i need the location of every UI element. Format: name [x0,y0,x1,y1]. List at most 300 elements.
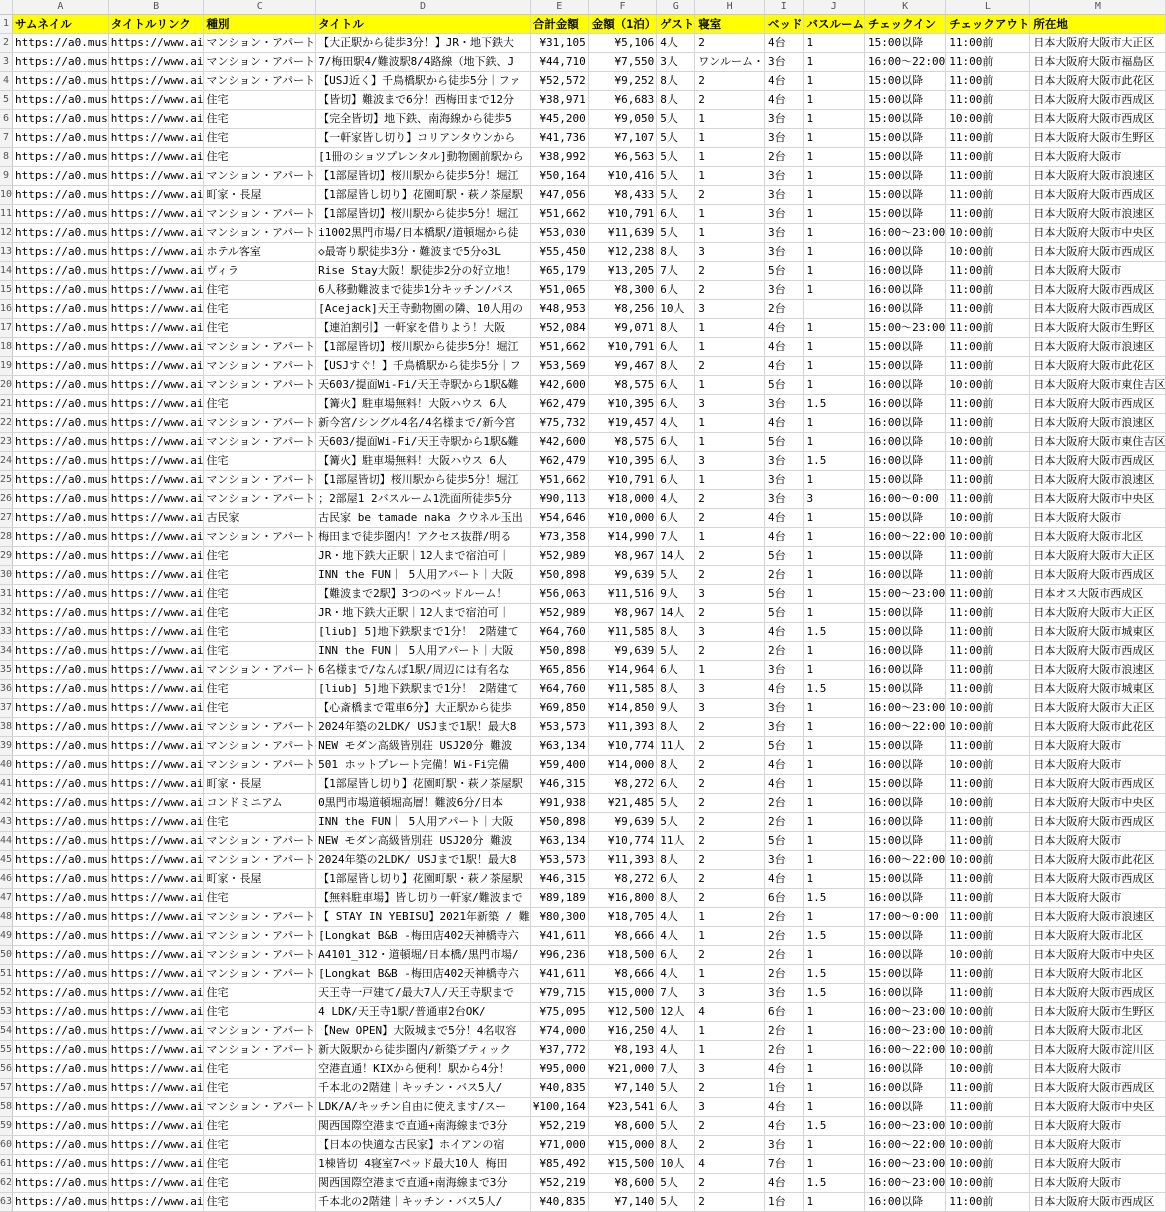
cell-c[interactable]: 住宅 [204,813,316,832]
cell-m[interactable]: 日本大阪府大阪市 [1030,148,1166,167]
row-number[interactable]: 3 [0,53,13,72]
cell-c[interactable]: 住宅 [204,566,316,585]
cell-b[interactable]: https://www.ai [108,756,204,775]
cell-m[interactable]: 日本大阪府大阪市西成区 [1030,642,1166,661]
cell-h[interactable]: 1 [695,1041,765,1060]
cell-i[interactable]: 3台 [765,53,804,72]
cell-h[interactable]: 3 [695,1060,765,1079]
cell-b[interactable]: https://www.ai [108,91,204,110]
cell-b[interactable]: https://www.ai [108,775,204,794]
row-number[interactable]: 42 [0,794,13,813]
cell-e[interactable]: ¥52,989 [530,547,588,566]
cell-f[interactable]: ¥7,107 [588,129,656,148]
cell-c[interactable]: 住宅 [204,623,316,642]
cell-g[interactable]: 5人 [657,813,695,832]
row-number[interactable]: 58 [0,1098,13,1117]
cell-h[interactable]: 3 [695,243,765,262]
cell-i[interactable]: 5台 [765,737,804,756]
cell-j[interactable]: 1 [803,319,865,338]
cell-j[interactable]: 1 [803,53,865,72]
cell-f[interactable]: ¥9,639 [588,566,656,585]
cell-f[interactable]: ¥8,575 [588,433,656,452]
cell-a[interactable]: https://a0.mus [13,91,109,110]
cell-b[interactable]: https://www.ai [108,53,204,72]
cell-f[interactable]: ¥11,393 [588,851,656,870]
cell-b[interactable]: https://www.ai [108,1098,204,1117]
cell-b[interactable]: https://www.ai [108,642,204,661]
cell-h[interactable]: 2 [695,72,765,91]
cell-f[interactable]: ¥14,000 [588,756,656,775]
cell-a[interactable]: https://a0.mus [13,129,109,148]
cell-h[interactable]: 2 [695,832,765,851]
cell-f[interactable]: ¥13,205 [588,262,656,281]
cell-f[interactable]: ¥8,967 [588,547,656,566]
cell-g[interactable]: 7人 [657,528,695,547]
cell-e[interactable]: ¥85,492 [530,1155,588,1174]
cell-j[interactable]: 1 [803,243,865,262]
cell-i[interactable]: 4台 [765,1060,804,1079]
row-number[interactable]: 37 [0,699,13,718]
row-number[interactable]: 51 [0,965,13,984]
cell-g[interactable]: 6人 [657,870,695,889]
cell-g[interactable]: 14人 [657,604,695,623]
cell-j[interactable]: 1.5 [803,984,865,1003]
cell-g[interactable]: 4人 [657,927,695,946]
cell-i[interactable]: 2台 [765,794,804,813]
cell-a[interactable]: https://a0.mus [13,357,109,376]
cell-j[interactable]: 1.5 [803,395,865,414]
cell-j[interactable]: 1 [803,186,865,205]
cell-j[interactable]: 1 [803,357,865,376]
cell-c[interactable]: 住宅 [204,680,316,699]
cell-k[interactable]: 15:00以降 [865,737,946,756]
cell-l[interactable]: 11:00前 [946,262,1030,281]
cell-k[interactable]: 15:00～23:00 [865,585,946,604]
cell-b[interactable]: https://www.ai [108,984,204,1003]
cell-l[interactable]: 11:00前 [946,471,1030,490]
cell-g[interactable]: 6人 [657,471,695,490]
cell-a[interactable]: https://a0.mus [13,528,109,547]
cell-e[interactable]: ¥89,189 [530,889,588,908]
cell-c[interactable]: 住宅 [204,91,316,110]
cell-k[interactable]: 16:00以降 [865,566,946,585]
cell-g[interactable]: 14人 [657,547,695,566]
cell-d[interactable]: 【1部屋皆切】桜川駅から徒歩5分！堀江 [316,167,531,186]
cell-g[interactable]: 8人 [657,680,695,699]
cell-e[interactable]: ¥38,971 [530,91,588,110]
cell-k[interactable]: 15:00以降 [865,167,946,186]
cell-l[interactable]: 11:00前 [946,395,1030,414]
cell-c[interactable]: マンション・アパート [204,832,316,851]
cell-k[interactable]: 16:00以降 [865,1193,946,1212]
cell-m[interactable]: 日本大阪府大阪市西成区 [1030,186,1166,205]
cell-k[interactable]: 16:00以降 [865,889,946,908]
cell-b[interactable]: https://www.ai [108,319,204,338]
cell-c[interactable]: 住宅 [204,984,316,1003]
cell-g[interactable]: 7人 [657,984,695,1003]
column-header-b[interactable]: B [108,0,204,15]
cell-a[interactable]: https://a0.mus [13,1060,109,1079]
column-header-m[interactable]: M [1030,0,1166,15]
cell-f[interactable]: ¥10,774 [588,737,656,756]
cell-l[interactable]: 10:00前 [946,433,1030,452]
header-cell-c[interactable]: 種別 [204,15,316,34]
cell-l[interactable]: 11:00前 [946,490,1030,509]
cell-g[interactable]: 5人 [657,186,695,205]
cell-d[interactable]: 【一軒家皆し切り】コリアンタウンから [316,129,531,148]
cell-l[interactable]: 10:00前 [946,718,1030,737]
row-number[interactable]: 19 [0,357,13,376]
cell-f[interactable]: ¥10,791 [588,471,656,490]
cell-b[interactable]: https://www.ai [108,680,204,699]
cell-l[interactable]: 11:00前 [946,889,1030,908]
row-number[interactable]: 20 [0,376,13,395]
cell-b[interactable]: https://www.ai [108,946,204,965]
cell-b[interactable]: https://www.ai [108,262,204,281]
cell-h[interactable]: 1 [695,205,765,224]
cell-m[interactable]: 日本大阪府大阪市浪速区 [1030,167,1166,186]
cell-b[interactable]: https://www.ai [108,1193,204,1212]
cell-j[interactable]: 1 [803,262,865,281]
cell-i[interactable]: 3台 [765,395,804,414]
cell-j[interactable]: 1 [803,585,865,604]
cell-c[interactable]: 住宅 [204,281,316,300]
cell-c[interactable]: マンション・アパート [204,433,316,452]
cell-b[interactable]: https://www.ai [108,547,204,566]
cell-d[interactable]: 【大正駅から徒歩3分！】JR・地下鉄大 [316,34,531,53]
cell-h[interactable]: 4 [695,1003,765,1022]
cell-b[interactable]: https://www.ai [108,376,204,395]
cell-h[interactable]: 2 [695,186,765,205]
cell-j[interactable]: 3 [803,490,865,509]
cell-h[interactable]: 1 [695,110,765,129]
cell-d[interactable]: NEW モダン高級皆別荘 USJ20分 難波 [316,832,531,851]
cell-f[interactable]: ¥11,393 [588,718,656,737]
column-header-c[interactable]: C [204,0,316,15]
cell-i[interactable]: 4台 [765,414,804,433]
cell-f[interactable]: ¥15,000 [588,984,656,1003]
cell-f[interactable]: ¥14,964 [588,661,656,680]
cell-h[interactable]: 2 [695,34,765,53]
cell-m[interactable]: 日本大阪府大阪市 [1030,832,1166,851]
cell-m[interactable]: 日本大阪府大阪市 [1030,509,1166,528]
cell-c[interactable]: マンション・アパート [204,167,316,186]
row-number[interactable]: 33 [0,623,13,642]
cell-b[interactable]: https://www.ai [108,604,204,623]
cell-g[interactable]: 5人 [657,110,695,129]
column-header-g[interactable]: G [657,0,695,15]
cell-g[interactable]: 6人 [657,338,695,357]
cell-e[interactable]: ¥53,569 [530,357,588,376]
cell-c[interactable]: 住宅 [204,1117,316,1136]
cell-a[interactable]: https://a0.mus [13,205,109,224]
cell-b[interactable]: https://www.ai [108,395,204,414]
cell-b[interactable]: https://www.ai [108,148,204,167]
cell-b[interactable]: https://www.ai [108,718,204,737]
row-number[interactable]: 15 [0,281,13,300]
cell-l[interactable]: 10:00前 [946,1155,1030,1174]
cell-j[interactable]: 1 [803,908,865,927]
row-number[interactable]: 32 [0,604,13,623]
cell-b[interactable]: https://www.ai [108,832,204,851]
cell-e[interactable]: ¥79,715 [530,984,588,1003]
cell-g[interactable]: 4人 [657,1022,695,1041]
cell-j[interactable]: 1 [803,414,865,433]
cell-k[interactable]: 16:00～23:00 [865,699,946,718]
cell-d[interactable]: 空港直通！KIXから便利！駅から4分！ [316,1060,531,1079]
cell-l[interactable]: 11:00前 [946,91,1030,110]
cell-j[interactable]: 1 [803,661,865,680]
cell-k[interactable]: 16:00以降 [865,794,946,813]
cell-g[interactable]: 4人 [657,1041,695,1060]
cell-l[interactable]: 11:00前 [946,566,1030,585]
cell-c[interactable]: 住宅 [204,110,316,129]
cell-m[interactable]: 日本オス大阪市西成区 [1030,585,1166,604]
cell-c[interactable]: マンション・アパート [204,72,316,91]
column-header-e[interactable]: E [530,0,588,15]
row-number[interactable]: 30 [0,566,13,585]
cell-k[interactable]: 15:00以降 [865,110,946,129]
cell-i[interactable]: 5台 [765,832,804,851]
cell-d[interactable]: [Acejack]天王寺動物園の隣、10人用の [316,300,531,319]
cell-e[interactable]: ¥75,732 [530,414,588,433]
cell-f[interactable]: ¥14,850 [588,699,656,718]
cell-m[interactable]: 日本大阪府大阪市生野区 [1030,129,1166,148]
cell-e[interactable]: ¥50,898 [530,642,588,661]
cell-g[interactable]: 4人 [657,965,695,984]
cell-f[interactable]: ¥8,666 [588,965,656,984]
cell-l[interactable]: 10:00前 [946,946,1030,965]
cell-m[interactable]: 日本大阪府大阪市西成区 [1030,1193,1166,1212]
cell-h[interactable]: 3 [695,452,765,471]
cell-f[interactable]: ¥11,516 [588,585,656,604]
cell-g[interactable]: 3人 [657,53,695,72]
cell-e[interactable]: ¥51,662 [530,338,588,357]
cell-f[interactable]: ¥7,140 [588,1193,656,1212]
cell-a[interactable]: https://a0.mus [13,699,109,718]
cell-c[interactable]: 住宅 [204,148,316,167]
cell-b[interactable]: https://www.ai [108,129,204,148]
cell-m[interactable]: 日本大阪府大阪市大正区 [1030,547,1166,566]
cell-f[interactable]: ¥9,050 [588,110,656,129]
cell-i[interactable]: 3台 [765,984,804,1003]
cell-b[interactable]: https://www.ai [108,566,204,585]
cell-d[interactable]: [liub] 5]地下鉄駅まで1分！ 2階建て [316,623,531,642]
cell-l[interactable]: 11:00前 [946,186,1030,205]
cell-i[interactable]: 4台 [765,338,804,357]
cell-g[interactable]: 6人 [657,452,695,471]
column-header-a[interactable]: A [13,0,109,15]
cell-e[interactable]: ¥100,164 [530,1098,588,1117]
cell-h[interactable]: 3 [695,623,765,642]
cell-k[interactable]: 16:00～22:00 [865,1041,946,1060]
cell-f[interactable]: ¥18,000 [588,490,656,509]
cell-m[interactable]: 日本大阪府大阪市 [1030,262,1166,281]
cell-m[interactable]: 日本大阪府大阪市城東区 [1030,623,1166,642]
cell-j[interactable]: 1 [803,642,865,661]
header-cell-m[interactable]: 所在地 [1030,15,1166,34]
cell-e[interactable]: ¥40,835 [530,1193,588,1212]
header-cell-j[interactable]: バスルーム [803,15,865,34]
cell-l[interactable]: 10:00前 [946,1022,1030,1041]
cell-a[interactable]: https://a0.mus [13,395,109,414]
cell-c[interactable]: 住宅 [204,395,316,414]
cell-c[interactable]: 住宅 [204,319,316,338]
cell-d[interactable]: 0黒門市場道頓堀高層！難波6分/日本 [316,794,531,813]
cell-h[interactable]: 2 [695,1193,765,1212]
cell-h[interactable]: 2 [695,547,765,566]
cell-a[interactable]: https://a0.mus [13,775,109,794]
cell-d[interactable]: INN the FUN｜ 5人用アパート｜大阪 [316,813,531,832]
cell-d[interactable]: 【USJ近く】千鳥橋駅から徒歩5分｜ファ [316,72,531,91]
row-number[interactable]: 9 [0,167,13,186]
cell-a[interactable]: https://a0.mus [13,1155,109,1174]
row-number[interactable]: 61 [0,1155,13,1174]
cell-d[interactable]: 【完全皆切】地下鉄、南海線から徒歩5 [316,110,531,129]
cell-c[interactable]: 住宅 [204,1136,316,1155]
cell-e[interactable]: ¥44,710 [530,53,588,72]
cell-e[interactable]: ¥41,611 [530,965,588,984]
cell-h[interactable]: 2 [695,490,765,509]
cell-e[interactable]: ¥69,850 [530,699,588,718]
cell-k[interactable]: 16:00～22:00 [865,718,946,737]
cell-e[interactable]: ¥46,315 [530,775,588,794]
cell-m[interactable]: 日本大阪府大阪市生野区 [1030,319,1166,338]
cell-l[interactable]: 11:00前 [946,813,1030,832]
cell-c[interactable]: 町家・長屋 [204,775,316,794]
cell-d[interactable]: 【無料駐車場】皆し切り一軒家/難波まで [316,889,531,908]
cell-a[interactable]: https://a0.mus [13,1117,109,1136]
cell-l[interactable]: 10:00前 [946,243,1030,262]
cell-l[interactable]: 11:00前 [946,281,1030,300]
cell-e[interactable]: ¥91,938 [530,794,588,813]
cell-j[interactable]: 1 [803,775,865,794]
cell-f[interactable]: ¥8,272 [588,775,656,794]
row-number[interactable]: 40 [0,756,13,775]
cell-j[interactable]: 1 [803,1155,865,1174]
cell-c[interactable]: マンション・アパート [204,908,316,927]
cell-l[interactable]: 11:00前 [946,53,1030,72]
row-number[interactable]: 56 [0,1060,13,1079]
cell-m[interactable]: 日本大阪府大阪市大正区 [1030,699,1166,718]
cell-l[interactable]: 11:00前 [946,452,1030,471]
cell-g[interactable]: 8人 [657,623,695,642]
cell-a[interactable]: https://a0.mus [13,414,109,433]
cell-e[interactable]: ¥42,600 [530,376,588,395]
cell-a[interactable]: https://a0.mus [13,452,109,471]
cell-m[interactable]: 日本大阪府大阪市 [1030,889,1166,908]
cell-b[interactable]: https://www.ai [108,870,204,889]
row-number[interactable]: 52 [0,984,13,1003]
cell-a[interactable]: https://a0.mus [13,224,109,243]
cell-k[interactable]: 16:00～23:00 [865,1174,946,1193]
cell-e[interactable]: ¥38,992 [530,148,588,167]
cell-b[interactable]: https://www.ai [108,585,204,604]
row-number[interactable]: 49 [0,927,13,946]
row-number[interactable]: 25 [0,471,13,490]
cell-g[interactable]: 6人 [657,1098,695,1117]
cell-c[interactable]: 住宅 [204,1193,316,1212]
cell-e[interactable]: ¥64,760 [530,680,588,699]
cell-c[interactable]: 住宅 [204,1174,316,1193]
cell-h[interactable]: 2 [695,946,765,965]
cell-e[interactable]: ¥55,450 [530,243,588,262]
cell-a[interactable]: https://a0.mus [13,566,109,585]
cell-c[interactable]: 古民家 [204,509,316,528]
cell-c[interactable]: マンション・アパート [204,927,316,946]
cell-j[interactable]: 1 [803,148,865,167]
cell-m[interactable]: 日本大阪府大阪市中央区 [1030,224,1166,243]
cell-l[interactable]: 11:00前 [946,623,1030,642]
cell-a[interactable]: https://a0.mus [13,718,109,737]
row-number[interactable]: 18 [0,338,13,357]
cell-l[interactable]: 11:00前 [946,642,1030,661]
cell-g[interactable]: 6人 [657,509,695,528]
cell-k[interactable]: 16:00以降 [865,1079,946,1098]
cell-m[interactable]: 日本大阪府大阪市浪速区 [1030,661,1166,680]
cell-j[interactable] [803,300,865,319]
cell-h[interactable]: 2 [695,1117,765,1136]
cell-g[interactable]: 4人 [657,490,695,509]
cell-d[interactable]: ；2部屋1 2バスルーム1洗面所徒歩5分 [316,490,531,509]
cell-m[interactable]: 日本大阪府大阪市浪速区 [1030,338,1166,357]
cell-c[interactable]: 住宅 [204,1003,316,1022]
cell-l[interactable]: 11:00前 [946,414,1030,433]
cell-i[interactable]: 2台 [765,1041,804,1060]
cell-c[interactable]: マンション・アパート [204,718,316,737]
cell-c[interactable]: 住宅 [204,129,316,148]
cell-h[interactable]: 1 [695,224,765,243]
cell-e[interactable]: ¥64,760 [530,623,588,642]
row-number[interactable]: 12 [0,224,13,243]
cell-i[interactable]: 4台 [765,623,804,642]
cell-l[interactable]: 10:00前 [946,699,1030,718]
cell-c[interactable]: マンション・アパート [204,205,316,224]
cell-m[interactable]: 日本大阪府大阪市 [1030,737,1166,756]
cell-h[interactable]: 2 [695,1136,765,1155]
cell-k[interactable]: 16:00以降 [865,414,946,433]
cell-d[interactable]: [1冊のショツプレンタル]動物園前駅から [316,148,531,167]
cell-l[interactable]: 10:00前 [946,509,1030,528]
cell-c[interactable]: マンション・アパート [204,1022,316,1041]
cell-f[interactable]: ¥9,071 [588,319,656,338]
cell-h[interactable]: 2 [695,851,765,870]
cell-c[interactable]: マンション・アパート [204,34,316,53]
cell-g[interactable]: 10人 [657,1155,695,1174]
cell-j[interactable]: 1.5 [803,452,865,471]
cell-b[interactable]: https://www.ai [108,452,204,471]
cell-d[interactable]: INN the FUN｜ 5人用アパート｜大阪 [316,642,531,661]
cell-c[interactable]: マンション・アパート [204,414,316,433]
cell-l[interactable]: 11:00前 [946,775,1030,794]
cell-a[interactable]: https://a0.mus [13,262,109,281]
cell-f[interactable]: ¥6,683 [588,91,656,110]
cell-a[interactable]: https://a0.mus [13,870,109,889]
cell-h[interactable]: 4 [695,1155,765,1174]
cell-f[interactable]: ¥10,000 [588,509,656,528]
cell-k[interactable]: 15:00以降 [865,34,946,53]
cell-a[interactable]: https://a0.mus [13,642,109,661]
cell-m[interactable]: 日本大阪府大阪市中央区 [1030,1098,1166,1117]
cell-d[interactable]: 関西国際空港まで直通+南海線まで3分 [316,1117,531,1136]
cell-g[interactable]: 5人 [657,566,695,585]
cell-l[interactable]: 11:00前 [946,1079,1030,1098]
cell-c[interactable]: 町家・長屋 [204,186,316,205]
cell-g[interactable]: 8人 [657,1136,695,1155]
cell-h[interactable]: 2 [695,775,765,794]
cell-i[interactable]: 4台 [765,870,804,889]
header-cell-k[interactable]: チェックイン [865,15,946,34]
